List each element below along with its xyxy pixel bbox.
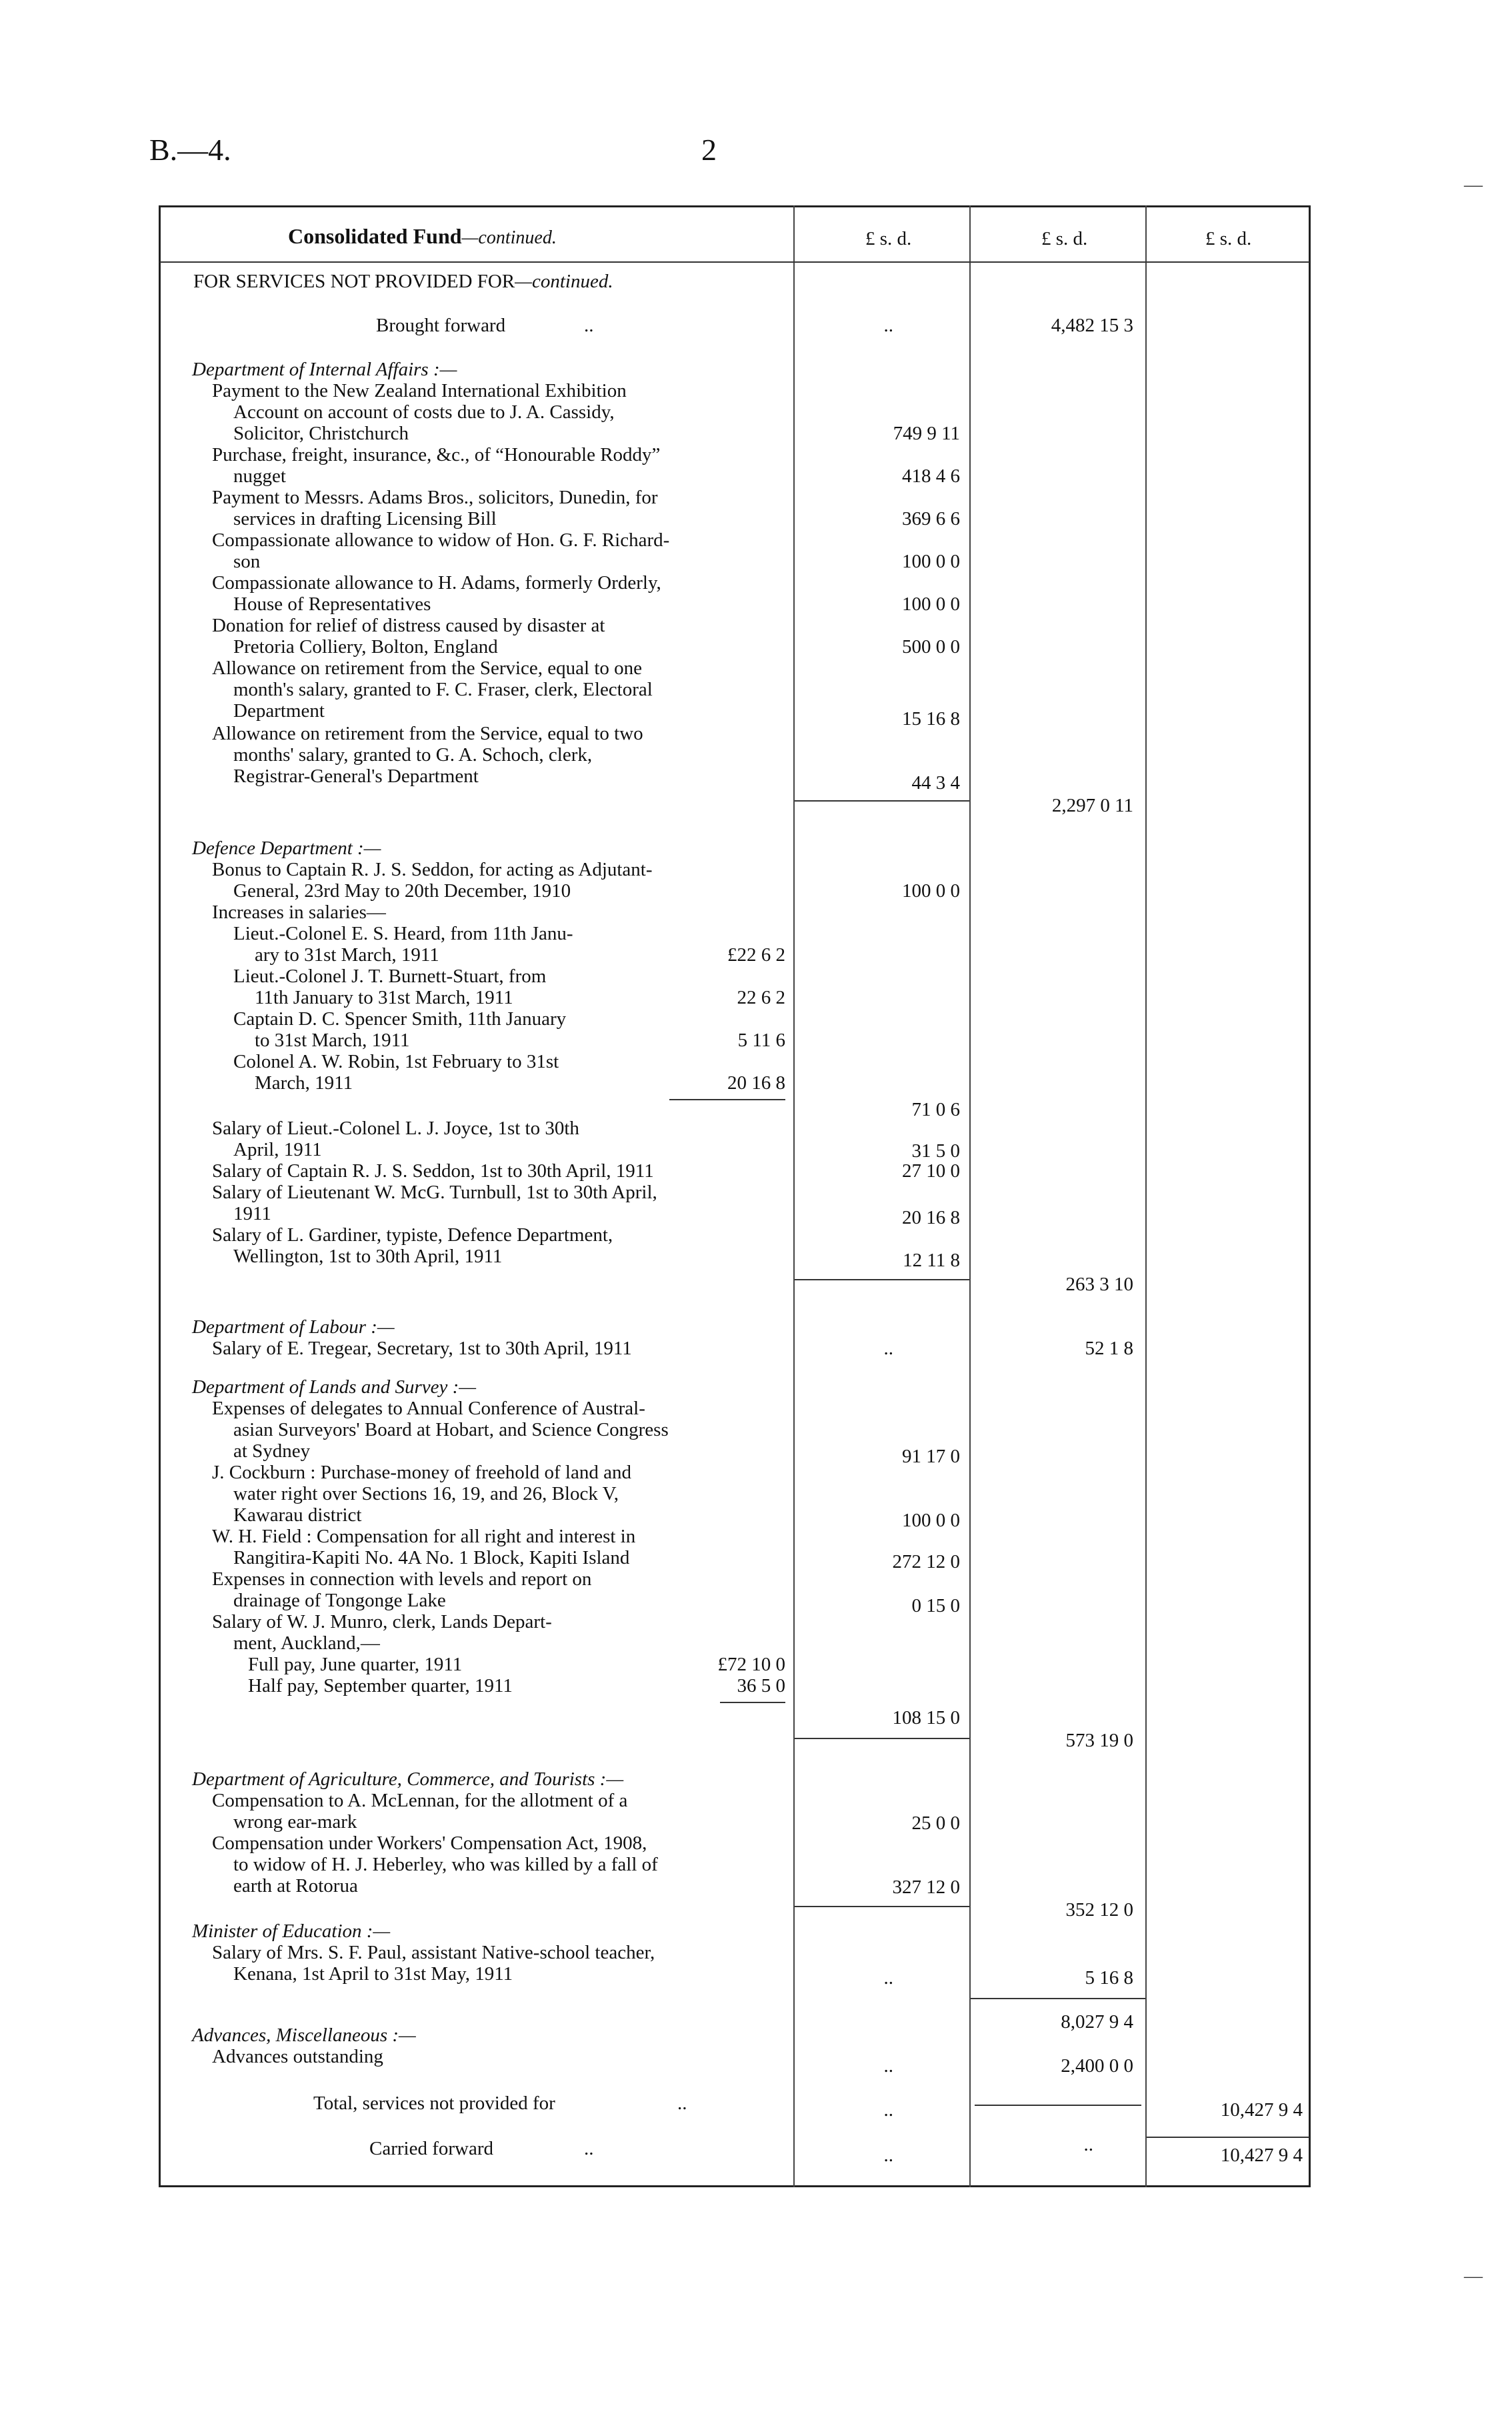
- item-line: Expenses of delegates to Annual Conference of Austral-: [212, 1398, 645, 1419]
- column-divider-1: [793, 205, 795, 2187]
- labour-heading: Department of Labour :—: [192, 1316, 395, 1338]
- item-line: son: [233, 551, 261, 572]
- table-subtitle: [193, 271, 613, 292]
- item-line: Wellington, 1st to 30th April, 1911: [233, 1246, 503, 1267]
- lands-heading: Department of Lands and Survey :—: [192, 1376, 477, 1398]
- item-line: Payment to Messrs. Adams Bros., solicitors, Dunedin, for: [212, 487, 658, 508]
- section-total: 2,297 0 11: [1051, 795, 1133, 816]
- section-total: 573 19 0: [1065, 1730, 1133, 1751]
- column-divider-2: [969, 205, 971, 2187]
- education-heading: Minister of Education :—: [192, 1921, 391, 1942]
- amount: 418 4 6: [902, 465, 960, 487]
- inner-sum-rule: [669, 1099, 785, 1100]
- item-line: Advances outstanding: [212, 2046, 383, 2067]
- item-line: to 31st March, 1911: [255, 1030, 410, 1051]
- amount: 27 10 0: [902, 1160, 960, 1182]
- carried-forward-total: 10,427 9 4: [1220, 2145, 1303, 2166]
- amount: 327 12 0: [892, 1877, 960, 1898]
- brought-forward-col2: 4,482 15 3: [1051, 315, 1133, 336]
- item-line: nugget: [233, 465, 286, 487]
- item-line: Salary of Mrs. S. F. Paul, assistant Native-school teacher,: [212, 1942, 655, 1963]
- page-reference: B.—4.: [149, 133, 231, 167]
- amount: 25 0 0: [911, 1812, 960, 1834]
- amount: 100 0 0: [902, 1510, 960, 1531]
- amount: 12 11 8: [903, 1250, 960, 1271]
- leader-dots: ..: [677, 2093, 687, 2114]
- section-total: 5 16 8: [1085, 1967, 1133, 1989]
- col-header-3: £ s. d.: [1205, 228, 1252, 249]
- item-line: ary to 31st March, 1911: [255, 944, 439, 966]
- grand-total: 10,427 9 4: [1220, 2099, 1303, 2121]
- table-title: [288, 225, 557, 249]
- item-line: House of Representatives: [233, 593, 431, 615]
- leader-dots: ..: [584, 315, 594, 336]
- item-line: Half pay, September quarter, 1911: [248, 1675, 513, 1696]
- item-line: J. Cockburn : Purchase-money of freehold of land and: [212, 1462, 631, 1483]
- item-line: Donation for relief of distress caused by disaster at: [212, 615, 605, 636]
- amount: 749 9 11: [893, 423, 960, 444]
- section-total: 263 3 10: [1065, 1274, 1133, 1295]
- item-line: services in drafting Licensing Bill: [233, 508, 497, 529]
- subtitle-continued: —continued.: [515, 271, 613, 292]
- section-total: 2,400 0 0: [1061, 2055, 1133, 2077]
- carried-forward-label: Carried forward: [369, 2138, 493, 2159]
- item-line: wrong ear-mark: [233, 1811, 357, 1833]
- section-total: 52 1 8: [1085, 1338, 1133, 1359]
- item-line: Lieut.-Colonel E. S. Heard, from 11th Janu-: [233, 923, 573, 944]
- item-line: Allowance on retirement from the Service, equal to two: [212, 723, 643, 744]
- amount: 31 5 0: [911, 1140, 960, 1162]
- sum-rule: [795, 1906, 969, 1907]
- item-line: Kawarau district: [233, 1504, 362, 1526]
- internal-affairs-heading: Department of Internal Affairs :—: [192, 359, 457, 380]
- amount: 15 16 8: [902, 708, 960, 730]
- item-line: water right over Sections 16, 19, and 26, Block V,: [233, 1483, 619, 1504]
- inner-amount: 36 5 0: [737, 1675, 785, 1696]
- leader-dots: ..: [584, 2138, 594, 2159]
- item-line: asian Surveyors' Board at Hobart, and Science Congress: [233, 1419, 669, 1440]
- advances-heading: Advances, Miscellaneous :—: [192, 2025, 416, 2046]
- item-line: Pretoria Colliery, Bolton, England: [233, 636, 498, 658]
- item-line: Salary of W. J. Munro, clerk, Lands Depart-: [212, 1611, 552, 1632]
- inner-sum-rule: [720, 1702, 785, 1703]
- subtitle-main: FOR SERVICES NOT PROVIDED FOR: [193, 271, 515, 292]
- margin-mark: —: [1464, 175, 1483, 195]
- page-number: 2: [701, 133, 717, 167]
- amount: 71 0 6: [911, 1099, 960, 1120]
- item-line: Bonus to Captain R. J. S. Seddon, for acting as Adjutant-: [212, 859, 653, 880]
- total-col1: ..: [883, 2099, 893, 2121]
- amount: 272 12 0: [892, 1551, 960, 1572]
- title-continued: —continued.: [461, 227, 557, 248]
- brought-forward-col1: ..: [883, 315, 893, 336]
- carried-forward-col1: ..: [883, 2145, 893, 2166]
- item-line: Salary of Lieutenant W. McG. Turnbull, 1st to 30th April,: [212, 1182, 657, 1203]
- item-line: March, 1911: [255, 1072, 353, 1094]
- item-line: Payment to the New Zealand International Exhibition: [212, 380, 627, 401]
- amount: 108 15 0: [892, 1707, 960, 1728]
- education-col1: ..: [883, 1967, 893, 1989]
- amount: 0 15 0: [911, 1595, 960, 1616]
- subtotal: 8,027 9 4: [1061, 2011, 1133, 2033]
- item-line: Rangitira-Kapiti No. 4A No. 1 Block, Kapiti Island: [233, 1547, 630, 1568]
- item-line: Allowance on retirement from the Service, equal to one: [212, 658, 643, 679]
- item-line: 1911: [233, 1203, 271, 1224]
- amount: 100 0 0: [902, 880, 960, 902]
- inner-amount: 20 16 8: [727, 1072, 785, 1094]
- item-line: to widow of H. J. Heberley, who was killed by a fall of: [233, 1854, 658, 1875]
- col-header-2: £ s. d.: [1041, 228, 1088, 249]
- brought-forward-label: Brought forward: [376, 315, 506, 336]
- col-header-1: £ s. d.: [865, 228, 912, 249]
- item-line: Captain D. C. Spencer Smith, 11th January: [233, 1008, 567, 1030]
- amount: 100 0 0: [902, 551, 960, 572]
- sum-rule: [1147, 2137, 1309, 2138]
- item-line: Solicitor, Christchurch: [233, 423, 409, 444]
- margin-mark: —: [1464, 2266, 1483, 2287]
- inner-amount: £22 6 2: [727, 944, 785, 966]
- item-line: Salary of E. Tregear, Secretary, 1st to 30th April, 1911: [212, 1338, 632, 1359]
- item-line: earth at Rotorua: [233, 1875, 358, 1897]
- sum-rule: [975, 2105, 1141, 2106]
- amount: 44 3 4: [911, 772, 960, 794]
- item-line: Department: [233, 700, 325, 722]
- item-line: months' salary, granted to G. A. Schoch, clerk,: [233, 744, 593, 766]
- amount: 91 17 0: [902, 1446, 960, 1467]
- item-line: 11th January to 31st March, 1911: [255, 987, 513, 1008]
- sum-rule: [795, 1279, 969, 1280]
- section-total: 352 12 0: [1065, 1899, 1133, 1921]
- sum-rule: [795, 1738, 969, 1739]
- column-divider-3: [1145, 205, 1147, 2187]
- inner-amount: 22 6 2: [737, 987, 785, 1008]
- carried-forward-col2: ..: [1083, 2134, 1093, 2155]
- item-line: Compensation to A. McLennan, for the allotment of a: [212, 1790, 628, 1811]
- item-line: Salary of Captain R. J. S. Seddon, 1st to 30th April, 1911: [212, 1160, 654, 1182]
- agriculture-heading: Department of Agriculture, Commerce, and Tourists :—: [192, 1768, 624, 1790]
- item-line: Compassionate allowance to widow of Hon. G. F. Richard-: [212, 529, 670, 551]
- item-line: W. H. Field : Compensation for all right and interest in: [212, 1526, 636, 1547]
- sum-rule: [971, 1998, 1145, 1999]
- item-line: Expenses in connection with levels and report on: [212, 1568, 592, 1590]
- item-line: at Sydney: [233, 1440, 311, 1462]
- total-label: Total, services not provided for: [313, 2093, 555, 2114]
- item-line: Compensation under Workers' Compensation Act, 1908,: [212, 1833, 647, 1854]
- item-line: Full pay, June quarter, 1911: [248, 1654, 463, 1675]
- advances-col1: ..: [883, 2055, 893, 2077]
- amount: 500 0 0: [902, 636, 960, 658]
- amount: 369 6 6: [902, 508, 960, 529]
- defence-heading: Defence Department :—: [192, 838, 381, 859]
- header-rule: [160, 261, 1309, 263]
- item-line: General, 23rd May to 20th December, 1910: [233, 880, 571, 902]
- amount: 20 16 8: [902, 1207, 960, 1228]
- item-line: Purchase, freight, insurance, &c., of “Honourable Roddy”: [212, 444, 661, 465]
- item-line: Salary of Lieut.-Colonel L. J. Joyce, 1st to 30th: [212, 1118, 579, 1139]
- item-line: Compassionate allowance to H. Adams, formerly Orderly,: [212, 572, 661, 593]
- item-line: Kenana, 1st April to 31st May, 1911: [233, 1963, 513, 1985]
- item-line: Colonel A. W. Robin, 1st February to 31st: [233, 1051, 559, 1072]
- item-line: Lieut.-Colonel J. T. Burnett-Stuart, from: [233, 966, 547, 987]
- inner-amount: £72 10 0: [717, 1654, 785, 1675]
- labour-col1: ..: [883, 1338, 893, 1359]
- item-line: Increases in salaries—: [212, 902, 386, 923]
- sum-rule: [795, 800, 969, 802]
- item-line: month's salary, granted to F. C. Fraser, clerk, Electoral: [233, 679, 653, 700]
- item-line: April, 1911: [233, 1139, 322, 1160]
- item-line: drainage of Tongonge Lake: [233, 1590, 446, 1611]
- amount: 100 0 0: [902, 593, 960, 615]
- item-line: Registrar-General's Department: [233, 766, 479, 787]
- inner-amount: 5 11 6: [737, 1030, 785, 1051]
- item-line: ment, Auckland,—: [233, 1632, 380, 1654]
- item-line: Account on account of costs due to J. A. Cassidy,: [233, 401, 615, 423]
- item-line: Salary of L. Gardiner, typiste, Defence Department,: [212, 1224, 613, 1246]
- title-main: Consolidated Fund: [288, 224, 462, 248]
